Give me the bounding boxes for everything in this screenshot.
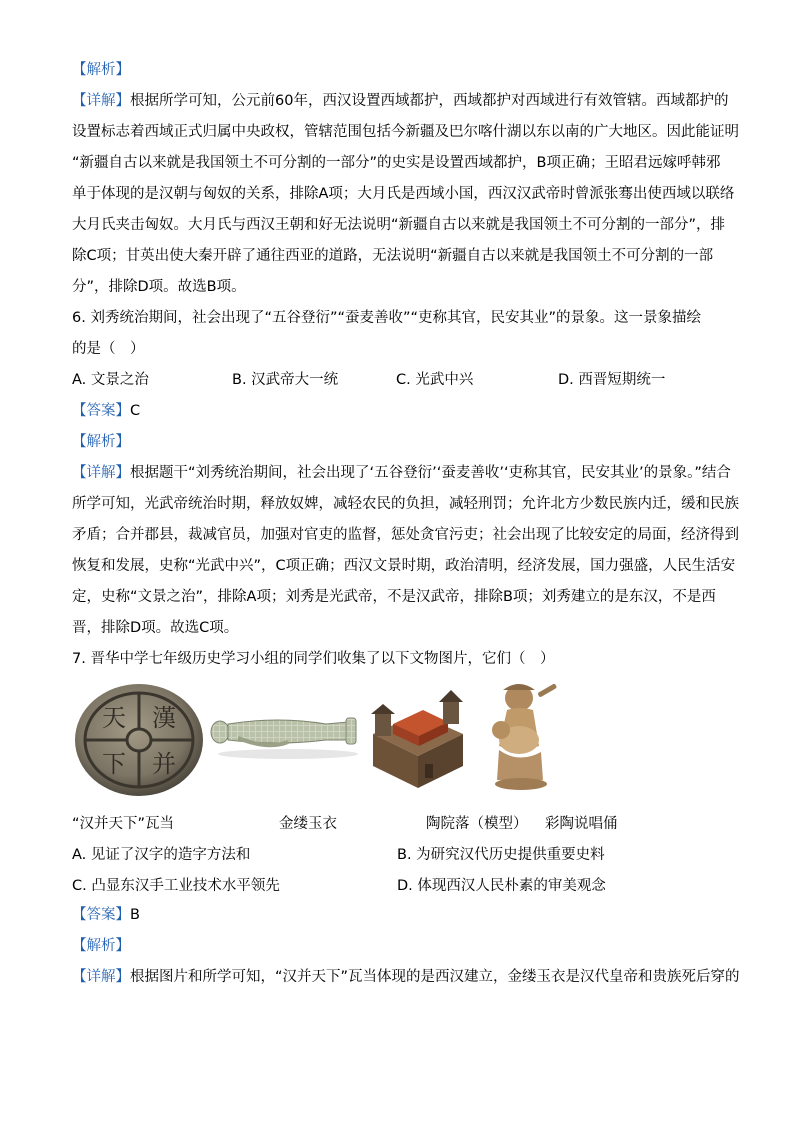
q7-options-row2 (72, 874, 722, 894)
detail-text: “新疆自古以来就是我国领土不可分割的一部分”的史实是设置西域都护，B项正确；王昭君远嫁呼韩邪 (72, 155, 721, 171)
detail-text: 设置标志着西域正式归属中央政权，管辖范围包括今新疆及巴尔喀什湖以东以南的广大地区。因此能证明 (72, 124, 739, 140)
caption-figurine: 彩陶说唱俑 (545, 816, 618, 832)
pottery-courtyard-image (363, 684, 473, 794)
q6-option-d: D. 西晋短期统一 (558, 372, 666, 388)
detail-label: 【详解】 (72, 465, 130, 481)
q7-options-row1 (72, 843, 722, 863)
q6-option-a: A. 文景之治 (72, 372, 149, 388)
q7-answer: B (130, 907, 140, 923)
detail-label: 【详解】 (72, 93, 130, 109)
detail-text: 单于体现的是汉朝与匈奴的关系，排除A项；大月氏是西域小国，西汉汉武帝时曾派张骞出使西域以联络 (72, 186, 735, 202)
answer-label: 【答案】 (72, 403, 130, 419)
wadang-char: 下 (102, 750, 126, 778)
q7-stem: 7. 晋华中学七年级历史学习小组的同学们收集了以下文物图片，它们（ ） (72, 651, 555, 667)
detail-text: 分”，排除D项。故选B项。 (72, 279, 246, 295)
q5-detail (72, 91, 739, 297)
analysis-label: 【解析】 (72, 938, 130, 954)
caption-courtyard: 陶院落（模型） (426, 816, 528, 832)
detail-text: 根据所学可知，公元前60年，西汉设置西域都护，西域都护对西域进行有效管辖。西域都护的 (130, 93, 729, 109)
q6-answer: C (130, 403, 141, 419)
wadang-char: 漢 (152, 704, 176, 732)
q6-option-b: B. 汉武帝大一统 (232, 372, 339, 388)
analysis-label: 【解析】 (72, 62, 130, 78)
q6-stem: 6. 刘秀统治期间，社会出现了“五谷登衍”“蚕麦善收”“吏称其官，民安其业”的景象。这一景象描绘 (72, 310, 702, 326)
caption-wadang: “汉并天下”瓦当 (72, 816, 175, 832)
detail-text: 恢复和发展，史称“光武中兴”，C项正确；西汉文景时期，政治清明，经济发展，国力强盛，人民生活安 (72, 558, 736, 574)
storyteller-figurine-image (477, 680, 561, 796)
artifact-captions (72, 812, 722, 832)
analysis-label: 【解析】 (72, 434, 130, 450)
caption-jade-suit: 金缕玉衣 (279, 816, 337, 832)
detail-text: 根据题干“刘秀统治期间，社会出现了‘五谷登衍’‘蚕麦善收’‘吏称其官，民安其业’的景象。”结合 (130, 465, 731, 481)
detail-label: 【详解】 (72, 969, 130, 985)
jade-suit-image (208, 702, 358, 772)
detail-text: 根据图片和所学可知，“汉并天下”瓦当体现的是西汉建立，金缕玉衣是汉代皇帝和贵族死后穿的 (130, 969, 740, 985)
q6-option-c: C. 光武中兴 (396, 372, 474, 388)
q7-option-b: B. 为研究汉代历史提供重要史料 (397, 847, 605, 863)
detail-text: 晋，排除D项。故选C项。 (72, 620, 239, 636)
q7-option-d: D. 体现西汉人民朴素的审美观念 (397, 878, 606, 894)
detail-text: 矛盾；合并郡县，裁减官员，加强对官吏的监督，惩处贪官污吏；社会出现了比较安定的局面，经济得到 (72, 527, 739, 543)
detail-text: 大月氏夹击匈奴。大月氏与西汉王朝和好无法说明“新疆自古以来就是我国领土不可分割的一部分”，排 (72, 217, 726, 233)
q6-stem-cont: 的是（ ） (72, 341, 145, 357)
wadang-char: 并 (152, 750, 176, 778)
q6-options (72, 370, 722, 390)
detail-text: 所学可知，光武帝统治时期，释放奴婢，减轻农民的负担，减轻刑罚；允许北方少数民族内迁，缓和民族 (72, 496, 739, 512)
q6-detail (72, 463, 739, 638)
wadang-char: 天 (102, 704, 126, 732)
q7-option-c: C. 凸显东汉手工业技术水平领先 (72, 878, 280, 894)
q7-option-a: A. 见证了汉字的造字方法和 (72, 847, 251, 863)
answer-label: 【答案】 (72, 907, 130, 923)
artifact-images (72, 680, 722, 798)
detail-text: 定，史称“文景之治”，排除A项；刘秀是光武帝，不是汉武帝，排除B项；刘秀建立的是东汉，不是西 (72, 589, 716, 605)
detail-text: 除C项；甘英出使大秦开辟了通往西亚的道路，无法说明“新疆自古以来就是我国领土不可分割的一部 (72, 248, 714, 264)
document-page (72, 60, 740, 998)
wadang-tile-image (72, 680, 206, 798)
